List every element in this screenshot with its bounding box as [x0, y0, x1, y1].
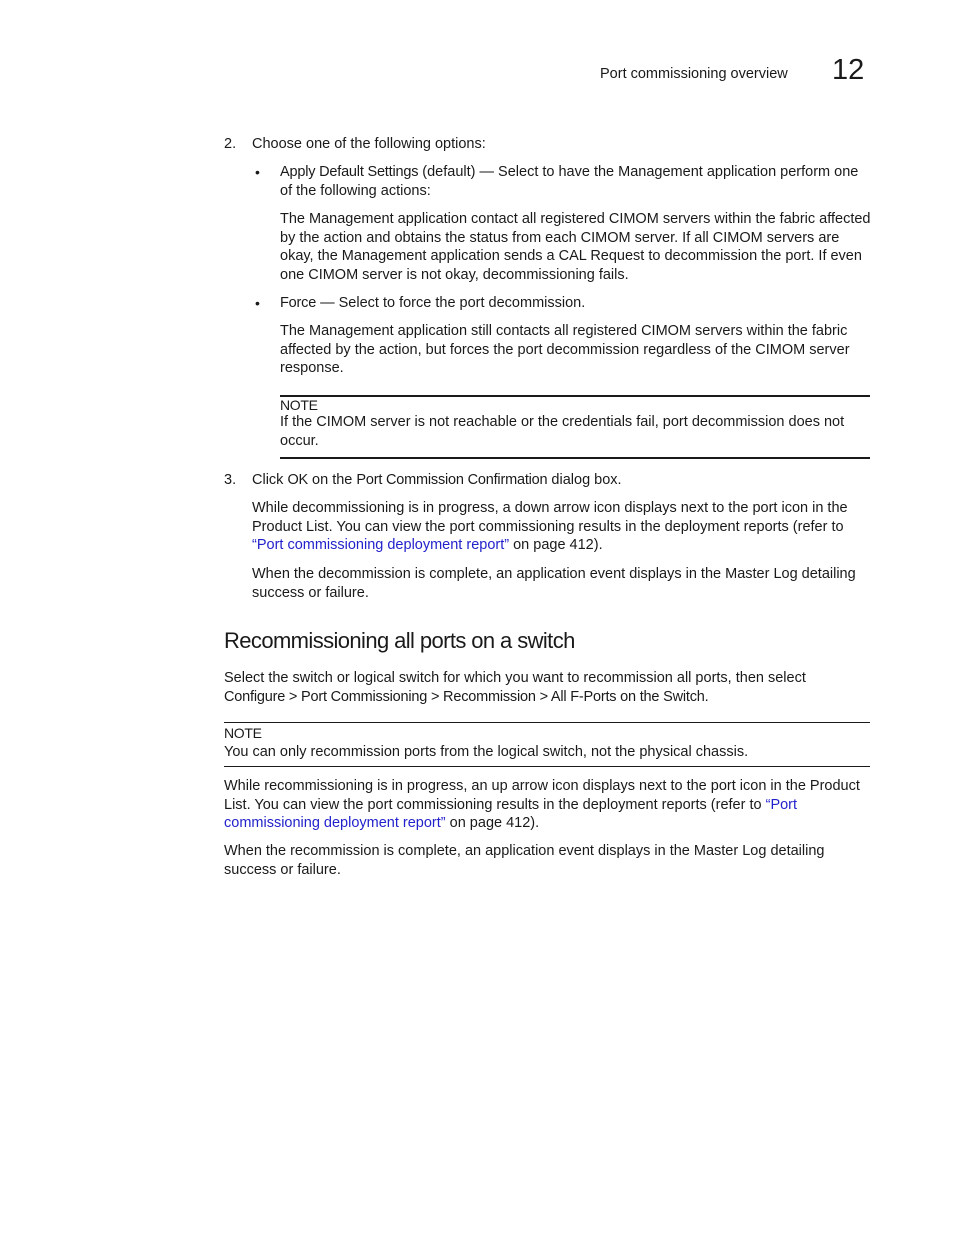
note-text: You can only recommission ports from the logical switch, not the physical chassis. — [224, 744, 749, 760]
cross-reference-link[interactable]: “Port commissioning deployment report” — [252, 537, 510, 554]
text-run: While decommissioning is in progress, a down arrow icon displays next to the port icon in the Product List. You can view the port commissioning results in the deployment reports (refer to — [252, 500, 848, 535]
paragraph — [224, 777, 870, 833]
note-top-rule — [280, 395, 870, 397]
text-run: . — [704, 688, 709, 705]
paragraph — [252, 499, 872, 555]
step-number: 3. — [224, 472, 237, 488]
text-run: Select the switch or logical switch for which you want to recommission all ports, then select — [224, 670, 806, 686]
running-header-title: Port commissioning overview — [600, 66, 788, 82]
paragraph: When the recommission is complete, an application event displays in the Master Log detailing success or failure. — [224, 843, 825, 878]
option-force — [280, 294, 872, 313]
text-run: on the — [308, 472, 357, 488]
note-bottom-rule — [224, 766, 870, 767]
paragraph — [224, 669, 870, 706]
text-run: on page 412). — [509, 537, 603, 554]
bullet-icon: • — [255, 164, 260, 180]
step-text — [252, 471, 872, 490]
option-apply-default — [280, 163, 872, 200]
step-text: Choose one of the following options: — [252, 136, 486, 152]
text-run: While recommissioning is in progress, an up arrow icon displays next to the port icon in the Product List. You can view the port commissioning results in the deployment reports (refer to — [224, 778, 860, 813]
ok-button-ref: OK — [287, 472, 309, 488]
menu-path: Configure > Port Commissioning > Recommission > All F-Ports on the Switch — [224, 688, 705, 705]
note-text: If the CIMOM server is not reachable or the credentials fail, port decommission does not occur. — [280, 414, 845, 449]
note-label: NOTE — [280, 397, 318, 413]
note-top-rule — [224, 722, 870, 723]
dialog-name-ref: Port Commission Confirmation — [356, 472, 548, 488]
paragraph: When the decommission is complete, an application event displays in the Master Log detailing success or failure. — [252, 566, 856, 601]
text-run: Click — [252, 472, 288, 488]
section-heading: Recommissioning all ports on a switch — [224, 628, 575, 653]
option-detail: The Management application contact all registered CIMOM servers within the fabric affected by the action and obtains the status from each CIMOM server. If all CIMOM servers are okay, the Management application sends a CAL Request to decommission the port. If even one CIMOM server is not okay, decommissioning fails. — [280, 211, 871, 284]
note-label: NOTE — [224, 725, 262, 741]
text-run: dialog box. — [547, 472, 622, 488]
option-detail: The Management application still contacts all registered CIMOM servers within the fabric affected by the action, but forces the port decommission regardless of the CIMOM server response. — [280, 323, 850, 377]
option-name: Apply Default Settings — [280, 164, 419, 180]
step-number: 2. — [224, 136, 237, 152]
option-desc: (default) — Select to have the Management application perform one of the following actions: — [280, 164, 859, 199]
chapter-number: 12 — [832, 54, 865, 86]
option-desc: — Select to force the port decommission. — [316, 295, 586, 311]
bullet-icon: • — [255, 295, 260, 311]
text-run: on page 412). — [445, 815, 540, 832]
cross-reference-link[interactable]: “Port commissioning deployment report” — [224, 796, 798, 832]
option-name: Force — [280, 295, 317, 311]
note-bottom-rule — [280, 457, 870, 459]
